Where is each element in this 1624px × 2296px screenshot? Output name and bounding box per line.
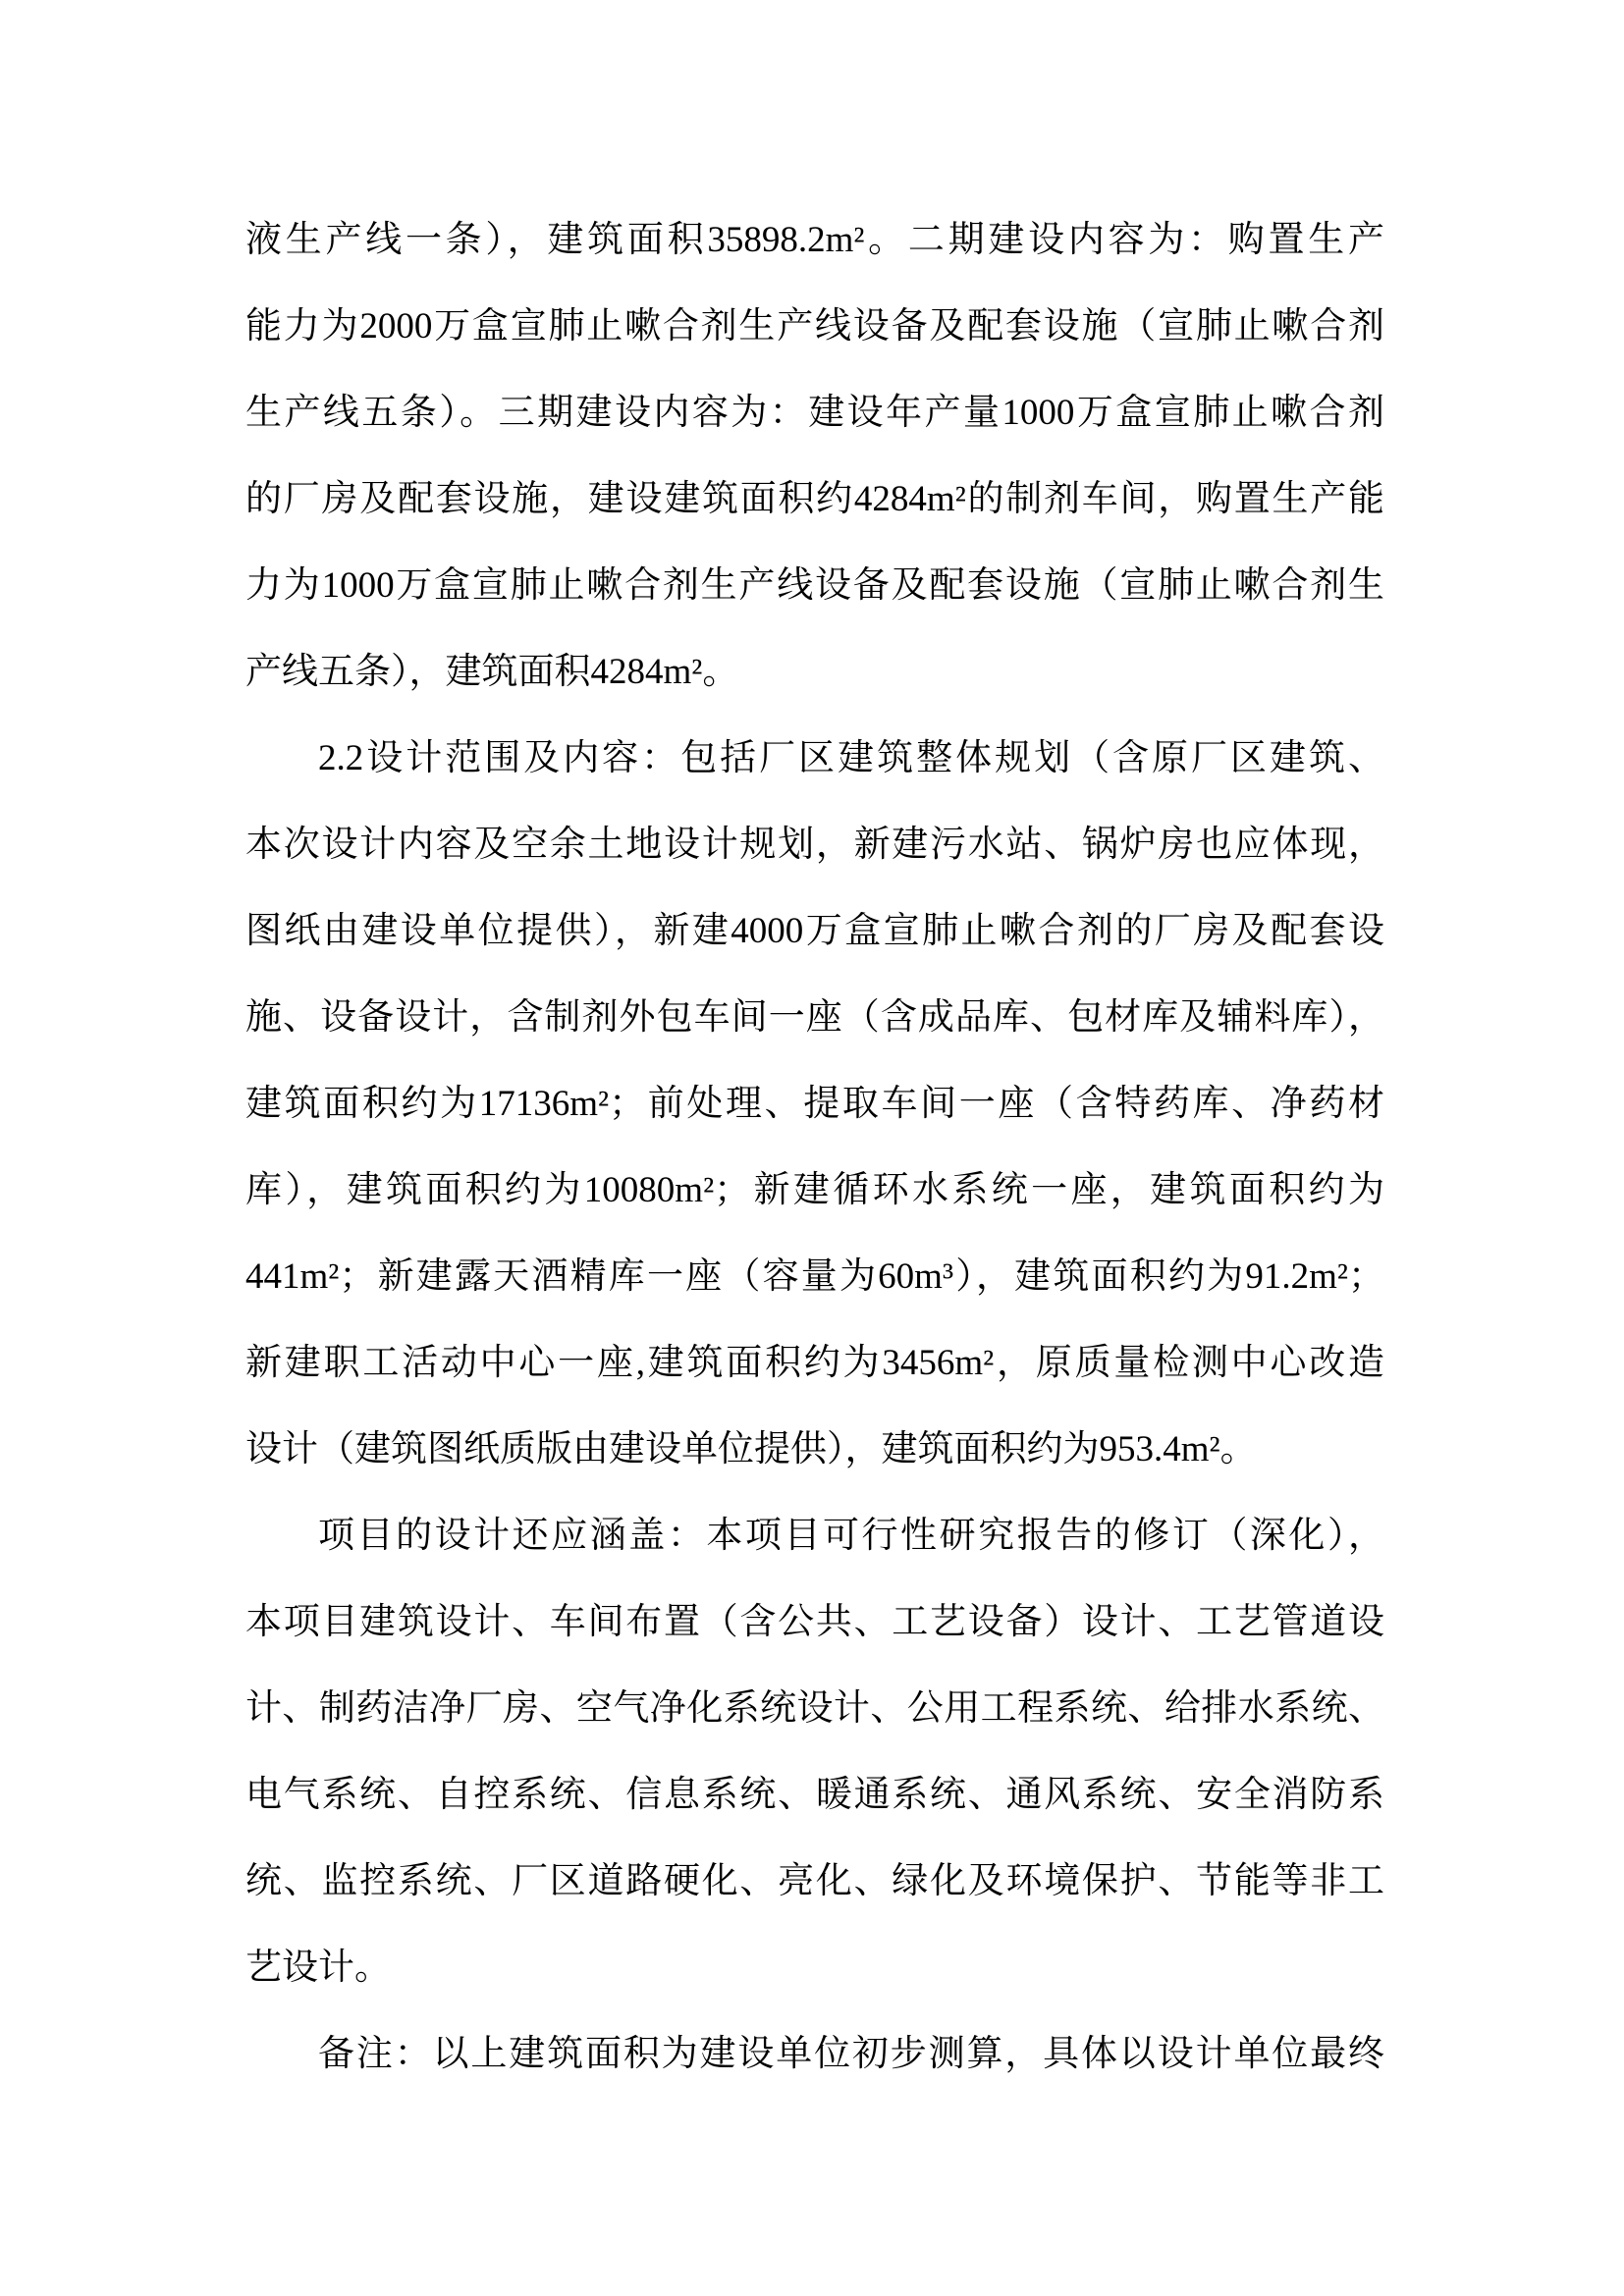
text-line: 项目的设计还应涵盖：本项目可行性研究报告的修订（深化）， [318, 1516, 1384, 1556]
text-line: 艺设计。 [245, 1948, 391, 1988]
text-line: 统、监控系统、厂区道路硬化、亮化、绿化及环境保护、节能等非工 [245, 1861, 1384, 1901]
text-block [245, 197, 1384, 2098]
text-line: 新建职工活动中心一座,建筑面积约为3456m²，原质量检测中心改造 [245, 1343, 1384, 1383]
text-line: 产线五条），建筑面积4284m²。 [245, 652, 739, 692]
text-line: 力为1000万盒宣肺止嗽合剂生产线设备及配套设施（宣肺止嗽合剂生 [245, 565, 1384, 606]
text-line: 备注：以上建筑面积为建设单位初步测算，具体以设计单位最终 [318, 2034, 1384, 2074]
text-line: 能力为2000万盒宣肺止嗽合剂生产线设备及配套设施（宣肺止嗽合剂 [245, 306, 1384, 347]
text-line: 设计（建筑图纸质版由建设单位提供），建筑面积约为953.4m²。 [245, 1429, 1257, 1469]
text-line: 本次设计内容及空余土地设计规划，新建污水站、锅炉房也应体现， [245, 825, 1384, 865]
text-line: 2.2设计范围及内容：包括厂区建筑整体规划（含原厂区建筑、 [318, 738, 1384, 778]
text-line: 441m²；新建露天酒精库一座（容量为60m³），建筑面积约为91.2m²； [245, 1256, 1384, 1297]
text-line: 计、制药洁净厂房、空气净化系统设计、公用工程系统、给排水系统、 [245, 1688, 1384, 1729]
text-line: 建筑面积约为17136m²；前处理、提取车间一座（含特药库、净药材 [245, 1084, 1384, 1124]
text-line: 库），建筑面积约为10080m²；新建循环水系统一座，建筑面积约为 [245, 1170, 1384, 1210]
text-line: 施、设备设计，含制剂外包车间一座（含成品库、包材库及辅料库）， [245, 997, 1384, 1038]
text-line: 的厂房及配套设施，建设建筑面积约4284m²的制剂车间，购置生产能 [245, 479, 1384, 519]
text-line: 液生产线一条），建筑面积35898.2m²。二期建设内容为：购置生产 [245, 220, 1384, 260]
text-line: 本项目建筑设计、车间布置（含公共、工艺设备）设计、工艺管道设 [245, 1602, 1384, 1642]
text-line: 生产线五条）。三期建设内容为：建设年产量1000万盒宣肺止嗽合剂 [245, 393, 1384, 433]
text-line: 电气系统、自控系统、信息系统、暖通系统、通风系统、安全消防系 [245, 1775, 1384, 1815]
text-line: 图纸由建设单位提供），新建4000万盒宣肺止嗽合剂的厂房及配套设 [245, 911, 1384, 951]
